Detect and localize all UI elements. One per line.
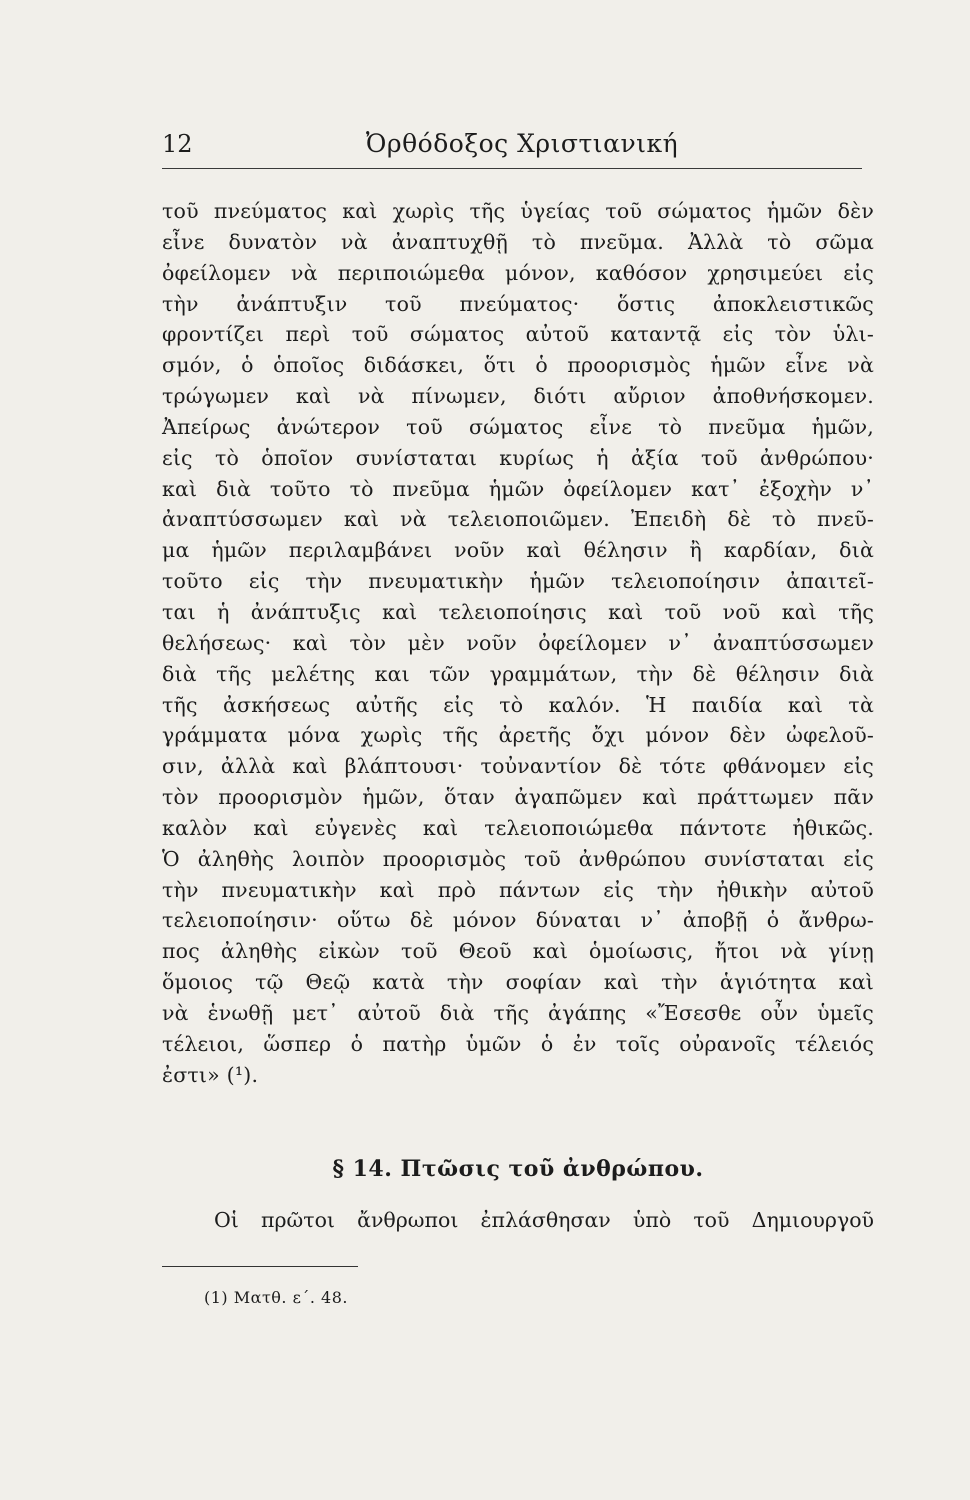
text-line: διὰ τῆς μελέτης και τῶν γραμμάτων, τὴν δὲ θέλησιν διὰ — [162, 661, 874, 686]
text-line: πος ἀληθὴς εἰκὼν τοῦ Θεοῦ καὶ ὁμοίωσις, ἤτοι νὰ γίνῃ — [162, 939, 874, 964]
text-line: μα ἡμῶν περιλαμβάνει νοῦν καὶ θέλησιν ἢ καρδίαν, διὰ — [162, 538, 874, 563]
page-header — [162, 128, 862, 168]
text-line: καὶ διὰ τοῦτο τὸ πνεῦμα ἡμῶν ὀφείλομεν κατ᾽ ἐξοχὴν ν᾽ — [162, 476, 874, 501]
text-line: ἐστι» (¹). — [162, 1062, 259, 1087]
section-heading: § 14. Πτῶσις τοῦ ἀνθρώπου. — [332, 1156, 704, 1182]
text-line: σιν, ἀλλὰ καὶ βλάπτουσι· τοὐναντίον δὲ τότε φθάνομεν εἰς — [162, 754, 874, 779]
text-line: τῆς ἀσκήσεως αὐτῆς εἰς τὸ καλόν. Ἡ παιδία καὶ τὰ — [162, 692, 874, 717]
text-line: νὰ ἑνωθῇ μετ᾽ αὐτοῦ διὰ τῆς ἀγάπης «Ἔσεσθε οὖν ὑμεῖς — [162, 1000, 874, 1025]
text-line: Ὁ ἀληθὴς λοιπὸν προορισμὸς τοῦ ἀνθρώπου συνίσταται εἰς — [162, 846, 874, 871]
text-line: τρώγωμεν καὶ νὰ πίνωμεν, διότι αὔριον ἀποθνήσκομεν. — [162, 384, 874, 409]
text-line: ὀφείλομεν νὰ περιποιώμεθα μόνον, καθόσον χρησιμεύει εἰς — [162, 260, 874, 285]
section-first-line: Οἱ πρῶτοι ἄνθρωποι ἐπλάσθησαν ὑπὸ τοῦ Δημιουργοῦ — [214, 1208, 874, 1232]
running-title: Ὀρθόδοξος Χριστιανική — [365, 129, 679, 158]
text-line: θελήσεως· καὶ τὸν μὲν νοῦν ὀφείλομεν ν᾽ ἀναπτύσσωμεν — [162, 630, 874, 655]
text-line: εἶνε δυνατὸν νὰ ἀναπτυχθῇ τὸ πνεῦμα. Ἀλλὰ τὸ σῶμα — [162, 229, 874, 254]
footnote: (1) Ματθ. ε΄. 48. — [204, 1288, 348, 1307]
text-line: ἀναπτύσσωμεν καὶ νὰ τελειοποιῶμεν. Ἐπειδὴ δὲ τὸ πνεῦ- — [162, 507, 874, 532]
text-line: ται ἡ ἀνάπτυξις καὶ τελειοποίησις καὶ τοῦ νοῦ καὶ τῆς — [162, 599, 874, 624]
body-text — [162, 196, 874, 1090]
text-line: τοῦτο εἰς τὴν πνευματικὴν ἡμῶν τελειοποίησιν ἀπαιτεῖ- — [162, 569, 874, 594]
page-number: 12 — [162, 130, 193, 158]
text-line: τοῦ πνεύματος καὶ χωρὶς τῆς ὑγείας τοῦ σώματος ἡμῶν δὲν — [162, 199, 874, 223]
text-line: τὴν πνευματικὴν καὶ πρὸ πάντων εἰς τὴν ἠθικὴν αὐτοῦ — [162, 877, 874, 902]
text-line: εἰς τὸ ὁποῖον συνίσταται κυρίως ἡ ἀξία τοῦ ἀνθρώπου· — [162, 445, 874, 470]
text-line: τὸν προορισμὸν ἡμῶν, ὅταν ἀγαπῶμεν καὶ πράττωμεν πᾶν — [162, 785, 874, 810]
text-line: ὅμοιος τῷ Θεῷ κατὰ τὴν σοφίαν καὶ τὴν ἁγιότητα καὶ — [162, 970, 874, 995]
text-line: τελειοποίησιν· οὕτω δὲ μόνον δύναται ν᾽ ἀποβῇ ὁ ἄνθρω- — [162, 908, 874, 933]
text-line: σμόν, ὁ ὁποῖος διδάσκει, ὅτι ὁ προορισμὸς ἡμῶν εἶνε νὰ — [162, 353, 874, 378]
text-line: καλὸν καὶ εὐγενὲς καὶ τελειοποιώμεθα πάντοτε ἠθικῶς. — [162, 815, 874, 840]
footnote-rule — [162, 1266, 358, 1267]
text-line: γράμματα μόνα χωρὶς τῆς ἀρετῆς ὄχι μόνον δὲν ὠφελοῦ- — [162, 723, 874, 748]
text-line: φροντίζει περὶ τοῦ σώματος αὐτοῦ καταντᾷ εἰς τὸν ὑλι- — [162, 322, 874, 347]
text-line: τὴν ἀνάπτυξιν τοῦ πνεύματος· ὅστις ἀποκλειστικῶς — [162, 291, 874, 316]
text-line: τέλειοι, ὥσπερ ὁ πατὴρ ὑμῶν ὁ ἐν τοῖς οὐρανοῖς τέλειός — [162, 1031, 874, 1056]
header-rule — [162, 168, 862, 169]
text-line: Ἀπείρως ἀνώτερον τοῦ σώματος εἶνε τὸ πνεῦμα ἡμῶν, — [162, 414, 874, 439]
